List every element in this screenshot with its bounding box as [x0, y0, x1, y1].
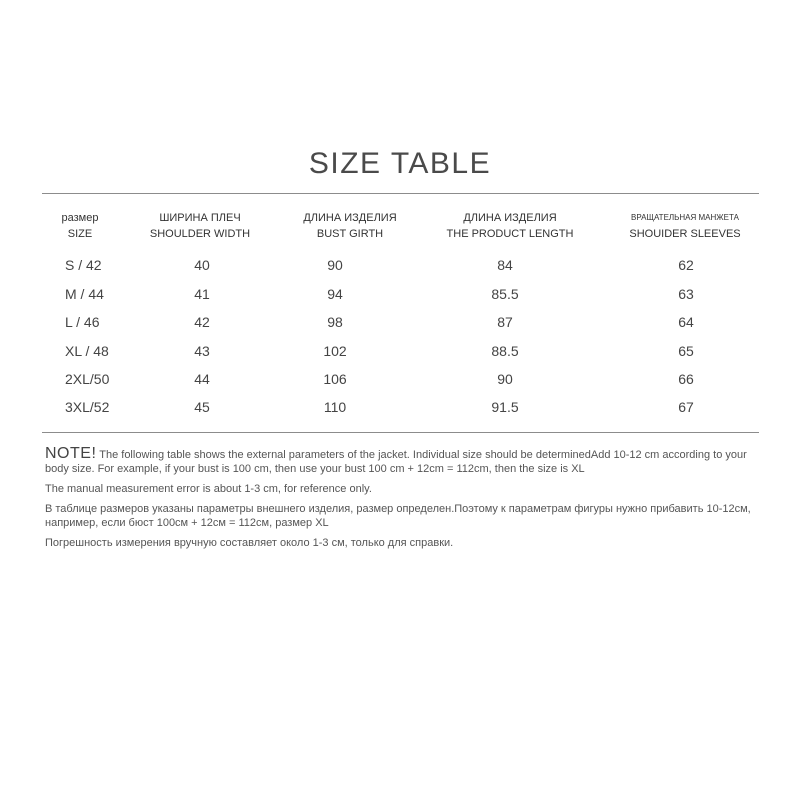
table-cell-bust: 94 — [327, 286, 343, 302]
table-cell-sleeves: 65 — [678, 343, 694, 359]
bottom-divider — [42, 432, 759, 433]
table-cell-sleeves: 62 — [678, 257, 694, 273]
header-size — [58, 210, 102, 242]
table-cell-length: 84 — [497, 257, 513, 273]
table-cell-shoulder: 45 — [194, 399, 210, 415]
table-cell-sleeves: 66 — [678, 371, 694, 387]
table-cell-length: 90 — [497, 371, 513, 387]
table-cell-length: 91.5 — [491, 399, 519, 415]
table-cell-size: XL / 48 — [65, 343, 109, 359]
table-cell-size: S / 42 — [65, 257, 102, 273]
table-cell-size: L / 46 — [65, 314, 100, 330]
header-shoulder-sleeves-en: SHOUIDER SLEEVES — [629, 228, 741, 240]
header-product-length-ru: ДЛИНА ИЗДЕЛИЯ — [463, 212, 557, 224]
note-label: NOTE! — [45, 445, 97, 462]
table-cell-shoulder: 41 — [194, 286, 210, 302]
table-cell-bust: 98 — [327, 314, 343, 330]
header-shoulder-width — [140, 210, 260, 242]
table-cell-shoulder: 40 — [194, 257, 210, 273]
header-size-ru: размер — [61, 212, 99, 224]
note-text-1: The following table shows the external parameters of the jacket. Individual size should be determinedAdd 10-12 cm according to your body size. For example, if your bust is 100 cm, then use your bust 100 cm + 12cm = 112cm, then the size is XL — [45, 449, 747, 475]
table-cell-size: 2XL/50 — [65, 371, 110, 387]
notes-section — [45, 447, 760, 550]
page-title: SIZE TABLE — [308, 147, 492, 180]
table-cell-shoulder: 42 — [194, 314, 210, 330]
note-text-3: В таблице размеров указаны параметры внешнего изделия, размер определен.Поэтому к параметрам фигуры нужно прибавить 10-12см, например, если бюст 100см + 12см = 112см, размер XL — [45, 503, 751, 529]
table-cell-sleeves: 64 — [678, 314, 694, 330]
header-size-en: SIZE — [67, 228, 93, 240]
table-cell-size: M / 44 — [65, 286, 104, 302]
table-cell-length: 87 — [497, 314, 513, 330]
table-cell-bust: 102 — [323, 343, 347, 359]
header-shoulder-sleeves-ru: ВРАЩАТЕЛЬНАЯ МАНЖЕТА — [631, 213, 739, 222]
note-english-main — [45, 447, 760, 476]
note-text-2: The manual measurement error is about 1-3 cm, for reference only. — [45, 483, 372, 495]
header-bust-girth-en: BUST GIRTH — [316, 228, 384, 240]
table-cell-size: 3XL/52 — [65, 399, 110, 415]
table-cell-bust: 106 — [323, 371, 347, 387]
table-cell-sleeves: 63 — [678, 286, 694, 302]
table-cell-shoulder: 44 — [194, 371, 210, 387]
header-product-length — [440, 210, 580, 242]
table-cell-bust: 110 — [323, 399, 347, 415]
table-cell-length: 85.5 — [491, 286, 519, 302]
table-cell-shoulder: 43 — [194, 343, 210, 359]
note-text-4: Погрешность измерения вручную составляет около 1-3 см, только для справки. — [45, 537, 454, 549]
header-product-length-en: THE PRODUCT LENGTH — [446, 228, 574, 240]
header-shoulder-width-ru: ШИРИНА ПЛЕЧ — [159, 212, 241, 224]
table-cell-length: 88.5 — [491, 343, 519, 359]
header-bust-girth-ru: ДЛИНА ИЗДЕЛИЯ — [303, 212, 397, 224]
header-shoulder-sleeves — [615, 210, 755, 242]
top-divider — [42, 193, 759, 194]
header-shoulder-width-en: SHOULDER WIDTH — [149, 228, 251, 240]
table-cell-bust: 90 — [327, 257, 343, 273]
table-cell-sleeves: 67 — [678, 399, 694, 415]
header-bust-girth — [290, 210, 410, 242]
